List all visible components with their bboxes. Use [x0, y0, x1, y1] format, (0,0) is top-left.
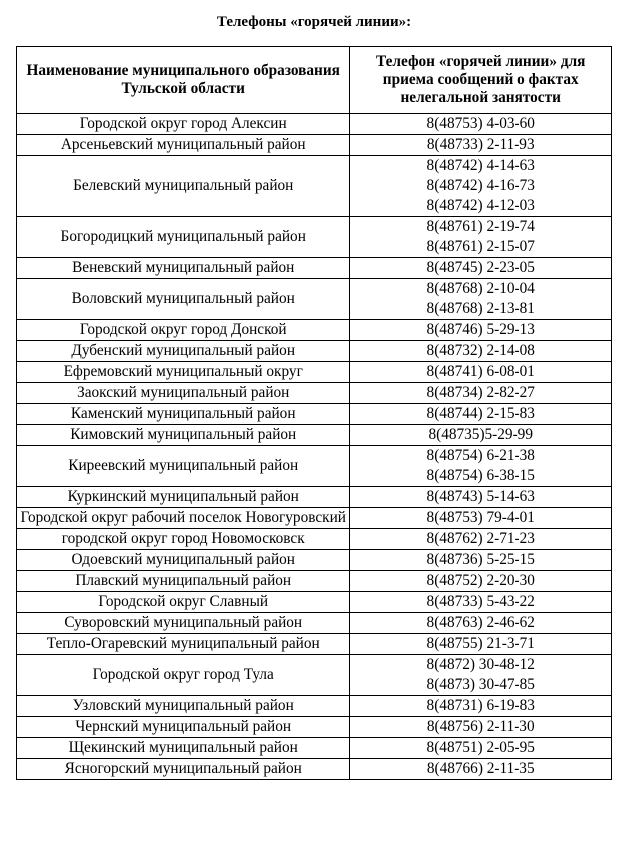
hotline-phone: 8(48746) 5-29-13 [426, 321, 535, 338]
phone-cell [350, 217, 612, 258]
hotline-phone: 8(48733) 2-11-93 [426, 136, 535, 153]
table-row [17, 383, 612, 404]
hotline-phone: 8(48761) 2-15-07 [426, 238, 535, 255]
table-header-row [17, 47, 612, 114]
hotline-phone: 8(48736) 5-25-15 [426, 551, 535, 568]
municipality-name: Плавский муниципальный район [17, 571, 350, 592]
table-row [17, 135, 612, 156]
phone-cell [350, 446, 612, 487]
table-body [17, 114, 612, 780]
table-row [17, 634, 612, 655]
table-row [17, 341, 612, 362]
table-row [17, 550, 612, 571]
phone-cell [350, 320, 612, 341]
hotline-phone: 8(48753) 4-03-60 [426, 115, 535, 132]
municipality-name: Арсеньевский муниципальный район [17, 135, 350, 156]
phone-cell [350, 362, 612, 383]
municipality-name: Кимовский муниципальный район [17, 425, 350, 446]
hotline-phone: 8(48768) 2-13-81 [426, 300, 535, 317]
hotline-phone: 8(48754) 6-21-38 [426, 447, 535, 464]
municipality-name: Городской округ город Донской [17, 320, 350, 341]
page-title: Телефоны «горячей линии»: [216, 14, 412, 30]
hotline-phone: 8(48742) 4-16-73 [426, 177, 535, 194]
phone-cell [350, 404, 612, 425]
municipality-name: городской округ город Новомосковск [17, 529, 350, 550]
phone-cell [350, 634, 612, 655]
table-row [17, 320, 612, 341]
phone-cell [350, 383, 612, 404]
hotline-phone: 8(48751) 2-05-95 [426, 739, 535, 756]
hotline-phone: 8(4872) 30-48-12 [426, 656, 535, 673]
hotline-phone: 8(48755) 21-3-71 [426, 635, 535, 652]
phone-cell [350, 717, 612, 738]
table-row [17, 217, 612, 258]
municipality-name: Заокский муниципальный район [17, 383, 350, 404]
municipality-name: Киреевский муниципальный район [17, 446, 350, 487]
table-row [17, 613, 612, 634]
municipality-name: Чернский муниципальный район [17, 717, 350, 738]
phone-cell [350, 487, 612, 508]
header-phone: Телефон «горячей линии» для приема сообщений о фактах нелегальной занятости [350, 47, 612, 114]
phone-cell [350, 613, 612, 634]
table-row [17, 156, 612, 217]
table-row [17, 279, 612, 320]
hotline-phone: 8(48752) 2-20-30 [426, 572, 535, 589]
phone-cell [350, 508, 612, 529]
table-row [17, 114, 612, 135]
municipality-name: Щекинский муниципальный район [17, 738, 350, 759]
hotline-phone: 8(48742) 4-12-03 [426, 197, 535, 214]
municipality-name: Одоевский муниципальный район [17, 550, 350, 571]
phone-cell [350, 550, 612, 571]
table-row [17, 696, 612, 717]
hotline-phone: 8(48731) 6-19-83 [426, 697, 535, 714]
hotline-phone: 8(48753) 79-4-01 [426, 509, 535, 526]
phone-cell [350, 258, 612, 279]
phone-cell [350, 738, 612, 759]
hotline-phone: 8(4873) 30-47-85 [426, 676, 535, 693]
municipality-name: Суворовский муниципальный район [17, 613, 350, 634]
hotline-phone: 8(48734) 2-82-27 [426, 384, 535, 401]
hotline-phone: 8(48766) 2-11-35 [426, 760, 535, 777]
hotline-phone: 8(48754) 6-38-15 [426, 467, 535, 484]
phone-cell [350, 114, 612, 135]
hotline-phone: 8(48768) 2-10-04 [426, 280, 535, 297]
table-row [17, 425, 612, 446]
hotline-phone: 8(48761) 2-19-74 [426, 218, 535, 235]
table-row [17, 446, 612, 487]
municipality-name: Веневский муниципальный район [17, 258, 350, 279]
table-row [17, 508, 612, 529]
municipality-name: Городской округ город Тула [17, 655, 350, 696]
phone-cell [350, 341, 612, 362]
phone-cell [350, 425, 612, 446]
hotline-phone: 8(48756) 2-11-30 [426, 718, 535, 735]
table-row [17, 362, 612, 383]
hotline-phone: 8(48742) 4-14-63 [426, 157, 535, 174]
phone-cell [350, 696, 612, 717]
table-row [17, 592, 612, 613]
table-row [17, 404, 612, 425]
hotline-phone: 8(48735)5-29-99 [428, 426, 533, 443]
municipality-name: Городской округ рабочий поселок Новогуровский [17, 508, 350, 529]
phone-cell [350, 592, 612, 613]
table-row [17, 717, 612, 738]
municipality-name: Каменский муниципальный район [17, 404, 350, 425]
phone-cell [350, 135, 612, 156]
municipality-name: Узловский муниципальный район [17, 696, 350, 717]
table-row [17, 571, 612, 592]
municipality-name: Ефремовский муниципальный округ [17, 362, 350, 383]
hotline-table [16, 46, 612, 780]
phone-cell [350, 655, 612, 696]
municipality-name: Богородицкий муниципальный район [17, 217, 350, 258]
hotline-phone: 8(48763) 2-46-62 [426, 614, 535, 631]
municipality-name: Городской округ Славный [17, 592, 350, 613]
table-row [17, 655, 612, 696]
table-row [17, 738, 612, 759]
municipality-name: Городской округ город Алексин [17, 114, 350, 135]
municipality-name: Ясногорский муниципальный район [17, 759, 350, 780]
hotline-phone: 8(48762) 2-71-23 [426, 530, 535, 547]
phone-cell [350, 279, 612, 320]
hotline-phone: 8(48732) 2-14-08 [426, 342, 535, 359]
municipality-name: Тепло-Огаревский муниципальный район [17, 634, 350, 655]
phone-cell [350, 571, 612, 592]
phone-cell [350, 156, 612, 217]
municipality-name: Белевский муниципальный район [17, 156, 350, 217]
table-row [17, 487, 612, 508]
hotline-phone: 8(48744) 2-15-83 [426, 405, 535, 422]
hotline-phone: 8(48741) 6-08-01 [426, 363, 535, 380]
hotline-phone: 8(48733) 5-43-22 [426, 593, 535, 610]
municipality-name: Дубенский муниципальный район [17, 341, 350, 362]
table-row [17, 759, 612, 780]
hotline-phone: 8(48745) 2-23-05 [426, 259, 535, 276]
header-municipality: Наименование муниципального образования Тульской области [17, 47, 350, 114]
table-row [17, 258, 612, 279]
hotline-phone: 8(48743) 5-14-63 [426, 488, 535, 505]
table-row [17, 529, 612, 550]
municipality-name: Куркинский муниципальный район [17, 487, 350, 508]
phone-cell [350, 759, 612, 780]
municipality-name: Воловский муниципальный район [17, 279, 350, 320]
phone-cell [350, 529, 612, 550]
